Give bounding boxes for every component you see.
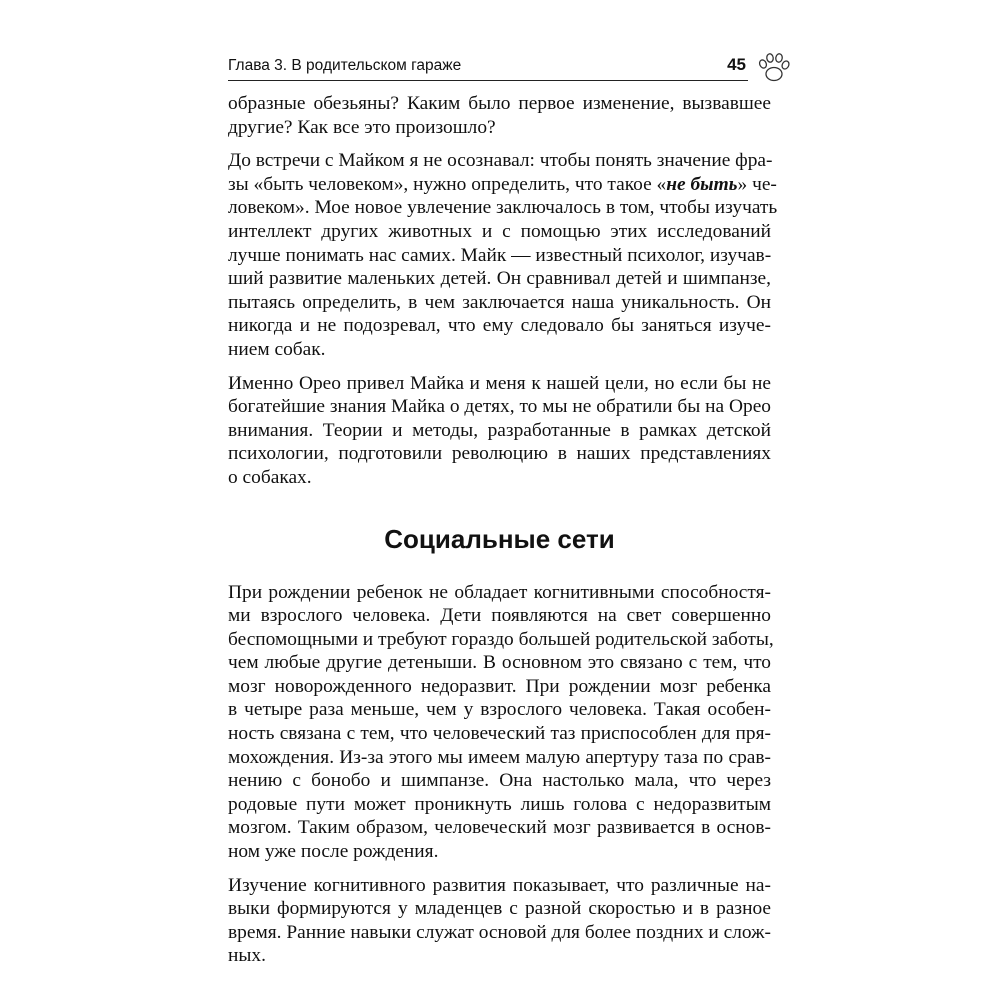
- text-line: пытаясь определить, в чем заключается наша уникальность. Он: [228, 291, 771, 313]
- text-line: другие? Как все это произошло?: [228, 116, 496, 138]
- text-segment: зы «быть человеком», нужно определить, что такое «: [228, 173, 667, 195]
- text-line: о собаках.: [228, 466, 312, 488]
- text-line: До встречи с Майком я не осознавал: чтобы понять значение фра-: [228, 150, 773, 172]
- text-line: образные обезьяны? Каким было первое изменение, вызвавшее: [228, 93, 771, 114]
- paw-print-icon: [752, 50, 794, 86]
- paragraph: [228, 874, 771, 968]
- running-title: Глава 3. В родительском гараже: [228, 57, 462, 74]
- text-line: Именно Орео привел Майка и меня к нашей цели, но если бы не: [228, 372, 771, 394]
- text-line: родовые пути может проникнуть лишь голова с недоразвитым: [228, 793, 771, 815]
- text-line: время. Ранние навыки служат основой для более поздних и слож-: [228, 921, 771, 943]
- text-line: нием собак.: [228, 338, 326, 360]
- text-line: ми взрослого человека. Дети появляются на свет совершенно: [228, 605, 771, 627]
- text-segment: » че-: [737, 173, 777, 195]
- text-line: внимания. Теории и методы, разработанные в рамках детской: [228, 419, 771, 441]
- text-line: ность связана с тем, что человеческий таз приспособлен для пря-: [228, 723, 771, 745]
- text-line: ший развитие маленьких детей. Он сравнивал детей и шимпанзе,: [228, 268, 771, 290]
- paragraph: [228, 92, 771, 139]
- text-line: ных.: [228, 945, 266, 967]
- paragraph: [228, 372, 771, 490]
- text-line: Изучение когнитивного развития показывает, что различные на-: [228, 874, 771, 896]
- text-line: беспомощными и требуют гораздо большей родительской заботы,: [228, 628, 774, 650]
- text-line: ном уже после рождения.: [228, 841, 439, 863]
- text-line: При рождении ребенок не обладает когнитивными способностя-: [228, 581, 771, 603]
- section-heading: Социальные сети: [384, 523, 615, 554]
- text-line: [228, 173, 777, 197]
- text-line: психологии, подготовили революцию в наших представлениях: [228, 443, 771, 465]
- text-line: чем любые другие детеныши. В основном это связано с тем, что: [228, 652, 771, 674]
- text-line: в четыре раза меньше, чем у взрослого человека. Такая особен-: [228, 699, 771, 721]
- page-number: 45: [727, 55, 746, 74]
- text-line: богатейшие знания Майка о детях, то мы не обратили бы на Орео: [228, 396, 771, 418]
- text-line: нению с бонобо и шимпанзе. Она настолько мала, что через: [228, 770, 771, 792]
- text-line: выки формируются у младенцев с разной скоростью и в разное: [228, 898, 771, 920]
- paragraph: [228, 581, 774, 864]
- page-header: [228, 54, 748, 81]
- text-line: мозг новорожденного недоразвит. При рождении мозг ребенка: [228, 675, 771, 697]
- intro-paragraphs: [228, 92, 778, 490]
- text-line: мохождения. Из-за этого мы имеем малую апертуру таза по срав-: [228, 746, 771, 768]
- text-line: интеллект других животных и с помощью этих исследований: [228, 220, 771, 242]
- paragraph: [228, 149, 778, 361]
- text-line: лучше понимать нас самих. Майк — известный психолог, изучав-: [228, 244, 772, 266]
- text-line: никогда и не подозревал, что ему следовало бы заняться изуче-: [228, 315, 771, 337]
- text-line: мозгом. Таким образом, человеческий мозг развивается в основ-: [228, 817, 771, 839]
- section-paragraphs: [228, 581, 774, 969]
- emphasis-text: не быть: [666, 173, 738, 195]
- body-text: [228, 92, 778, 978]
- text-line: ловеком». Мое новое увлечение заключалось в том, чтобы изучать: [228, 197, 778, 219]
